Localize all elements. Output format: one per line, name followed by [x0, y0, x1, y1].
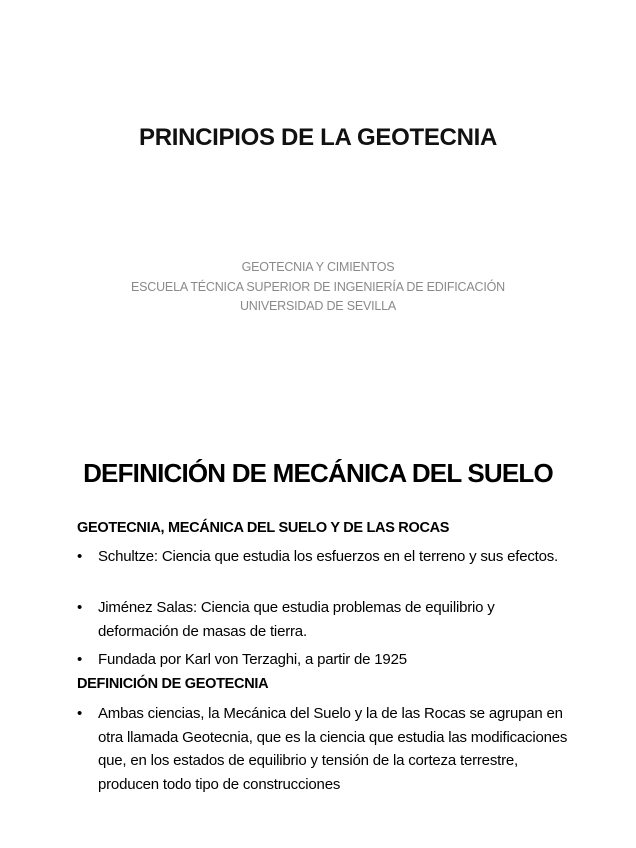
- slide-1-title: PRINCIPIOS DE LA GEOTECNIA: [138, 124, 497, 151]
- bullet-text-schultze: Schultze: Ciencia que estudia los esfuerzos en el terreno y sus efectos.: [98, 548, 559, 565]
- bullet-item: [77, 702, 577, 796]
- slide-2-title: DEFINICIÓN DE MECÁNICA DEL SUELO: [83, 458, 553, 488]
- slide-2: [0, 424, 636, 848]
- bullet-item: [77, 545, 577, 569]
- bullet-text-jimenez-salas: Jiménez Salas: Ciencia que estudia problemas de equilibrio y deformación de masas de tierra.: [98, 599, 495, 640]
- section-heading-geotecnia-mecanica: GEOTECNIA, MECÁNICA DEL SUELO Y DE LAS ROCAS: [77, 520, 450, 536]
- bullet-text-ambas-ciencias: Ambas ciencias, la Mecánica del Suelo y la de las Rocas se agrupan en otra llamada Geotecnia, que es la ciencia que estudia las modificaciones que, en los estados de equilibrio y tensión de la corteza terrestre, producen todo tipo de construcciones: [98, 705, 568, 793]
- bullet-text-terzaghi: Fundada por Karl von Terzaghi, a partir de 1925: [98, 651, 407, 668]
- section-heading-definicion-geotecnia: DEFINICIÓN DE GEOTECNIA: [77, 676, 269, 692]
- subtitle-line-school: ESCUELA TÉCNICA SUPERIOR DE INGENIERÍA DE EDIFICACIÓN: [131, 279, 505, 294]
- bullet-dot: •: [77, 705, 83, 722]
- slide-1-subtitle: [0, 258, 636, 317]
- bullet-dot: •: [77, 548, 83, 565]
- bullet-dot: •: [77, 651, 83, 668]
- subtitle-line-university: UNIVERSIDAD DE SEVILLA: [239, 299, 397, 313]
- bullet-item: [77, 648, 577, 672]
- subtitle-line-course: GEOTECNIA Y CIMIENTOS: [241, 260, 395, 274]
- bullet-item: [77, 596, 577, 643]
- bullet-dot: •: [77, 599, 83, 616]
